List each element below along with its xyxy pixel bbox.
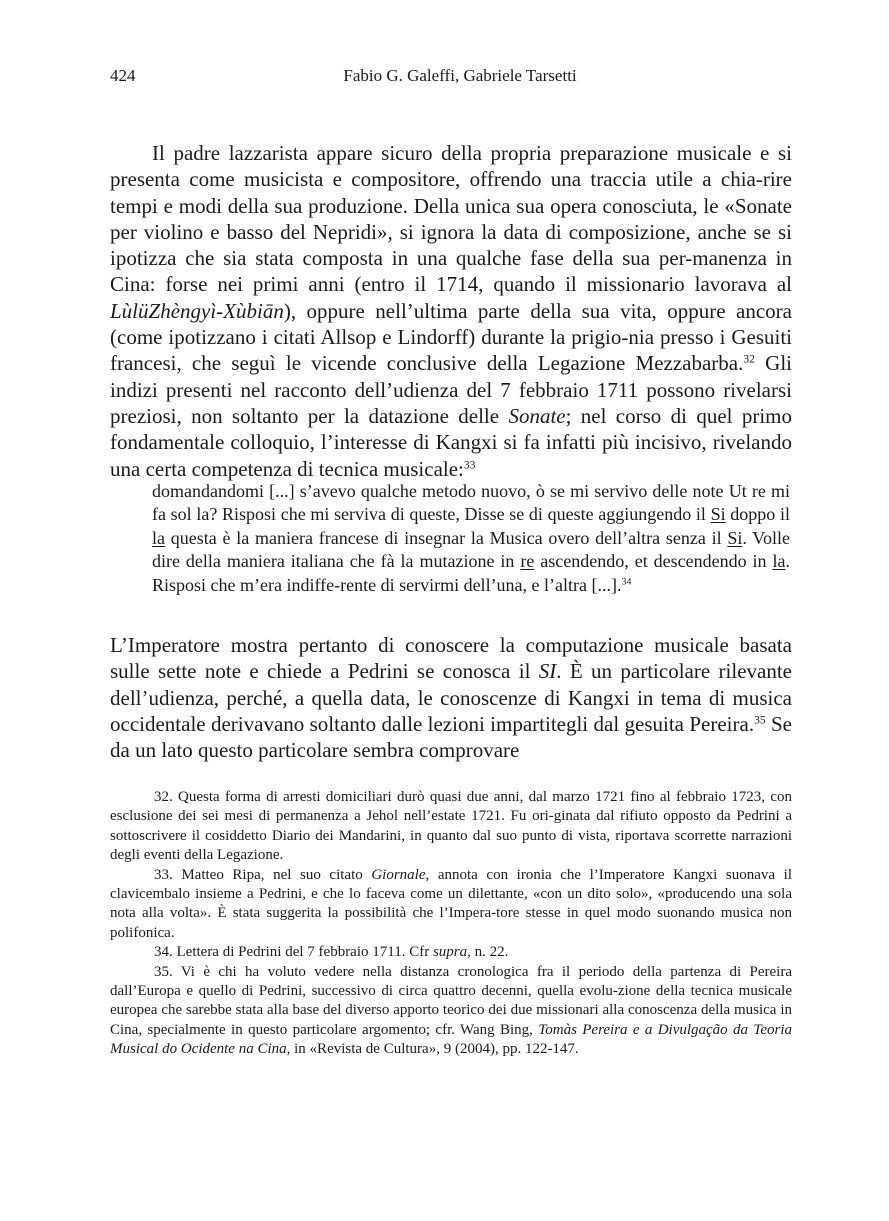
footnote-ref-34: 34 bbox=[621, 576, 632, 588]
paragraph-sonate bbox=[110, 140, 792, 482]
footnote-ref-32: 32 bbox=[743, 353, 755, 366]
text-span: Gli indizi presenti nel racconto dell’udienza del 7 febbraio 1711 possono rivelarsi preziosi, non soltanto per la datazione delle bbox=[110, 351, 792, 428]
text-span: 35. Vi è chi ha voluto vedere nella distanza cronologica fra il periodo della partenza di Pereira dall’Europa e quello di Pedrini, successivo di circa quattro decenni, quella evolu-zione della tecnica musicale europea che sarebbe stata alla base del diverso apporto teorico dei due missionari alla conoscenza della musica in Cina, specialmente in questo particolare argomento; cfr. Wang Bing, bbox=[110, 963, 792, 1038]
running-title: Fabio G. Galeffi, Gabriele Tarsetti bbox=[343, 66, 577, 85]
footnote-ref-33: 33 bbox=[463, 459, 476, 472]
text-span: doppo il bbox=[725, 504, 790, 525]
footnote-35 bbox=[110, 963, 792, 1060]
text-span: . Volle dire della maniera italiana che fà la mutazione in bbox=[152, 527, 790, 572]
paragraph-imperatore bbox=[110, 632, 792, 763]
text-span: , annota con ironia che l’Imperatore Kangxi suonava il clavicembalo insieme a Pedrini, e che lo faceva come un dilettante, «con un dito solo», «producendo una sola nota alla volta». È stata suggerita la possibilità che l’Impera-tore stesse in quel modo suonando musica non polifonica. bbox=[110, 866, 792, 941]
footnote-33 bbox=[110, 866, 792, 944]
page-header bbox=[110, 66, 790, 92]
text-span: L’Imperatore mostra pertanto di conoscere la computazione musicale basata sulle sette note e chiede a Pedrini se conosca il bbox=[110, 633, 792, 684]
work-title: Tomàs Pereira e a Divulgação da Teoria Musical do Ocidente na Cina bbox=[110, 1021, 792, 1058]
text-span: ; nel corso di quel primo fondamentale colloquio, l’interesse di Kangxi si fa infatti più incisivo, rivelando una certa competenza di tecnica musicale: bbox=[110, 403, 792, 481]
page-number: 424 bbox=[110, 66, 136, 85]
footnote-ref-35: 35 bbox=[754, 714, 766, 727]
text-span: Se da un lato questo particolare sembra comprovare bbox=[110, 711, 793, 763]
text-span: 34. Lettera di Pedrini del 7 febbraio 1711. Cfr bbox=[154, 944, 433, 961]
underlined-note: Si bbox=[727, 527, 743, 548]
text-span: , in «Revista de Cultura», 9 (2004), pp. 122-147. bbox=[286, 1041, 579, 1058]
footnote-34 bbox=[110, 943, 792, 962]
underlined-note: la bbox=[152, 527, 165, 548]
underlined-note: la bbox=[772, 551, 786, 572]
text-span: , n. 22. bbox=[467, 944, 509, 961]
block-quote bbox=[152, 480, 790, 597]
text-span: questa è la maniera francese di insegnar la Musica overo dell’altra senza il bbox=[165, 527, 728, 548]
sonate-title: Sonate bbox=[508, 403, 566, 428]
footnotes bbox=[110, 788, 792, 1060]
supra-italic: supra bbox=[432, 944, 468, 961]
underlined-note: re bbox=[520, 551, 535, 572]
text-span: 33. Matteo Ripa, nel suo citato bbox=[154, 866, 372, 883]
work-title: LùlüZhèngyì-Xùbiān bbox=[110, 298, 284, 323]
underlined-note: Si bbox=[710, 504, 726, 525]
text-span: ascendendo, et descendendo in bbox=[534, 551, 773, 572]
text-span: . Risposi che m’era indiffe-rente di servirmi dell’una, e l’altra [...]. bbox=[152, 551, 790, 595]
text-span: ), oppure nell’ultima parte della sua vita, oppure ancora (come ipotizzano i citati Allsop e Lindorff) durante la prigio-nia presso i Gesuiti francesi, che seguì le vicende conclusive della Legazione Mezzabarba. bbox=[110, 298, 792, 376]
si-italic: SI bbox=[538, 659, 557, 684]
text-span: domandandomi [...] s’avevo qualche metodo nuovo, ò se mi servivo delle note Ut re mi fa sol la? Risposi che mi serviva di queste, Disse se di queste aggiungendo il bbox=[152, 481, 790, 525]
text-span: . È un particolare rilevante dell’udienza, perché, a quella data, le conoscenze di Kangxi in tema di musica occidentale derivavano soltanto dalle lezioni impartitegli dal gesuita Pereira. bbox=[110, 659, 792, 736]
footnote-32: 32. Questa forma di arresti domiciliari durò quasi due anni, dal marzo 1721 fino al febbraio 1723, con esclusione dei sei mesi di permanenza a Jehol nell’estate 1721. Fu ori-ginata dal rifiuto opposto da Pedrini a sottoscrivere il cosiddetto Diario dei Mandarini, in quanto dal suo punto di vista, riportava scorrette narrazioni degli eventi della Legazione. bbox=[110, 789, 792, 864]
work-title: Giornale bbox=[371, 866, 426, 883]
text-span: Il padre lazzarista appare sicuro della propria preparazione musicale e si presenta come musicista e compositore, offrendo una traccia utile a chia-rire tempi e modi della sua produzione. Della unica sua opera conosciuta, le «Sonate per violino e basso del Nepridi», si ignora la data di composizione, anche se si ipotizza che sia stata composta in una qualche fase della sua per-manenza in Cina: forse nei primi anni (entro il 1714, quando il missionario lavorava al bbox=[110, 141, 792, 297]
